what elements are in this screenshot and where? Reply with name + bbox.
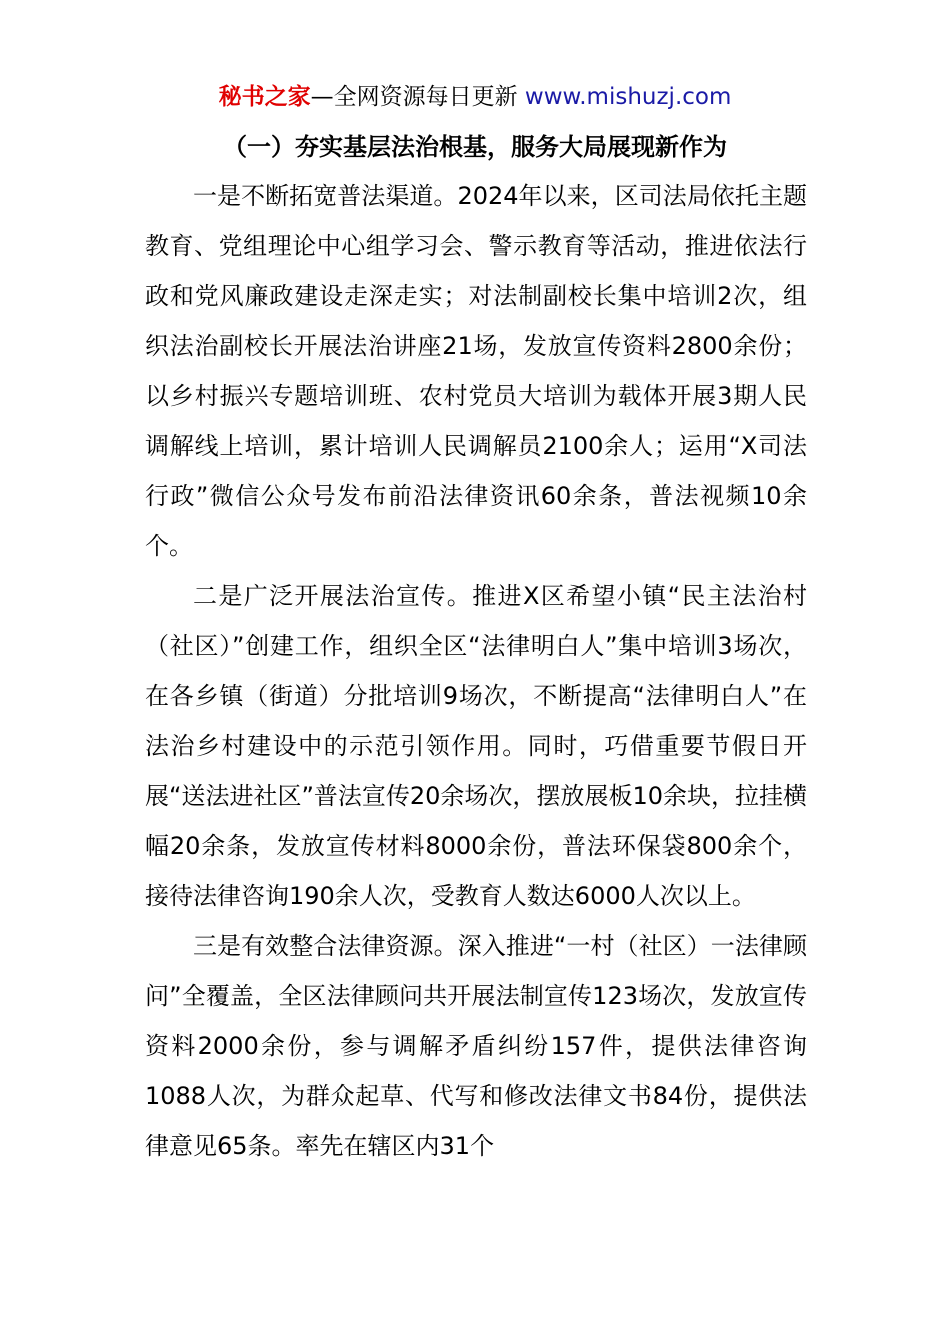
site-header (0, 80, 950, 114)
paragraph-legal-publicity: 二是广泛开展法治宣传。推进X区希望小镇“民主法治村（社区）”创建工作，组织全区“法律明白人”集中培训3场次，在各乡镇（街道）分批培训9场次，不断提高“法律明白人”在法治乡村建设中的示范引领作用。同时，巧借重要节假日开展“送法进社区”普法宣传20余场次，摆放展板10余块，拉挂横幅20余条，发放宣传材料8000余份，普法环保袋800余个，接待法律咨询190余人次，受教育人数达6000人次以上。 (145, 582, 807, 910)
site-tagline: —全网资源每日更新 (310, 84, 525, 110)
paragraph-legal-channels: 一是不断拓宽普法渠道。2024年以来，区司法局依托主题教育、党组理论中心组学习会、警示教育等活动，推进依法行政和党风廉政建设走深走实；对法制副校长集中培训2次，组织法治副校长开展法治讲座21场，发放宣传资料2800余份；以乡村振兴专题培训班、农村党员大培训为载体开展3期人民调解线上培训，累计培训人民调解员2100余人；运用“X司法行政”微信公众号发布前沿法律资讯60余条，普法视频10余个。 (145, 182, 807, 560)
document-body (145, 171, 807, 1171)
section-heading: （一）夯实基层法治根基，服务大局展现新作为 (223, 133, 727, 161)
site-url-link[interactable]: www.mishuzj.com (524, 84, 732, 110)
site-brand: 秘书之家 (218, 84, 311, 110)
paragraph-legal-resources: 三是有效整合法律资源。深入推进“一村（社区）一法律顾问”全覆盖，全区法律顾问共开展法制宣传123场次，发放宣传资料2000余份，参与调解矛盾纠纷157件，提供法律咨询1088人次，为群众起草、代写和修改法律文书84份，提供法律意见65条。率先在辖区内31个 (145, 932, 807, 1160)
